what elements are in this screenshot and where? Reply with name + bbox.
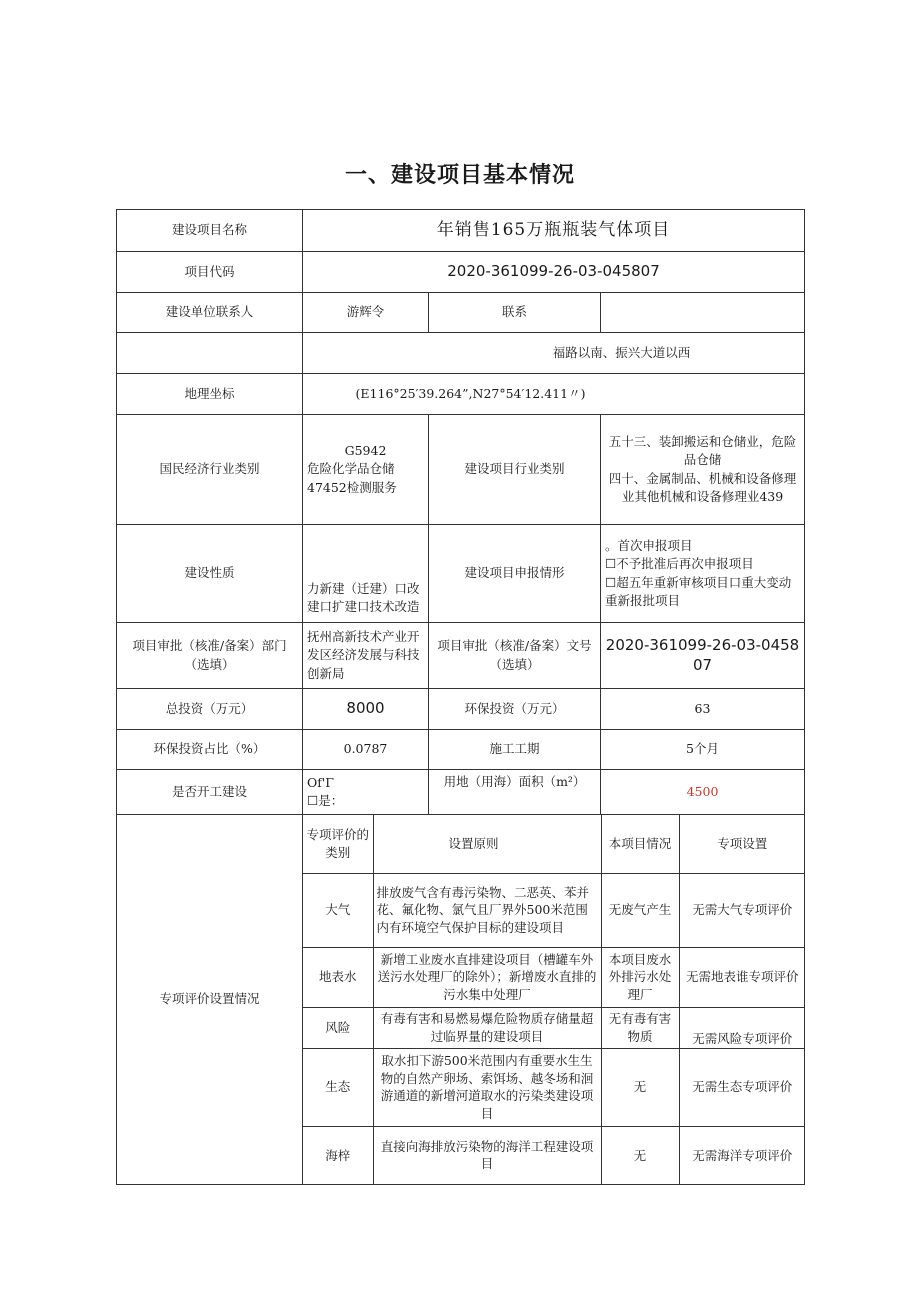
table-row <box>303 947 805 1007</box>
value-industry-codes <box>303 415 429 525</box>
label-coords: 地理坐标 <box>117 374 303 415</box>
principle-sea: 直接向海排放污染物的海洋工程建设项目 <box>373 1126 601 1184</box>
label-env-investment: 环保投资（万元） <box>429 689 601 730</box>
value-approval-dept: 抚州高新技术产业开发区经济发展与科技创新局 <box>303 623 429 689</box>
header-category: 专项评价的类别 <box>303 815 373 873</box>
status-eco: 无 <box>601 1048 679 1126</box>
label-started: 是否开工建设 <box>117 770 303 815</box>
value-period: 5个月 <box>601 730 805 770</box>
principle-water: 新增工业废水直排建设项目（槽罐车外送污水处理厂的除外）；新增废水直排的污水集中处理厂 <box>373 947 601 1007</box>
label-report: 建设项目申报情形 <box>429 525 601 623</box>
label-investment: 总投资（万元） <box>117 689 303 730</box>
row-ratio <box>117 730 805 770</box>
status-air: 无废气产生 <box>601 873 679 947</box>
table-row <box>303 873 805 947</box>
principle-risk: 有毒有害和易燃易爆危险物质存储量超过临界量的建设项目 <box>373 1007 601 1048</box>
industry-code-3: 47452检测服务 <box>307 479 397 495</box>
label-ratio: 环保投资占比（%） <box>117 730 303 770</box>
label-industry: 国民经济行业类别 <box>117 415 303 525</box>
row-coords <box>117 374 805 415</box>
setting-risk: 无需风险专项评价 <box>679 1007 805 1048</box>
page-title: 一、建设项目基本情况 <box>344 163 575 188</box>
principle-air: 排放废气含有毒污染物、二恶英、苯并花、氟化物、氯气且厂界外500米范围内有环境空气保护目标的建设项目 <box>373 873 601 947</box>
value-started <box>303 770 429 815</box>
label-approval-doc: 项目审批（核准/备案）文号（选填） <box>429 623 601 689</box>
row-approval <box>117 623 805 689</box>
nature-option-1: 力新建（迁建）口改 <box>307 580 420 596</box>
special-header-row <box>303 815 805 873</box>
row-contact <box>117 293 805 333</box>
value-phone <box>601 293 805 333</box>
label-special: 专项评价设置情况 <box>117 815 303 1185</box>
status-sea: 无 <box>601 1126 679 1184</box>
report-option-2: ☐不予批准后再次申报项目 <box>605 556 754 572</box>
label-address <box>117 333 303 374</box>
label-nature: 建设性质 <box>117 525 303 623</box>
status-risk: 无有毒有害物质 <box>601 1007 679 1048</box>
category-risk: 风险 <box>303 1007 373 1048</box>
value-project-code: 2020-361099-26-03-045807 <box>303 252 805 293</box>
value-report <box>601 525 805 623</box>
value-area: 4500 <box>601 770 805 815</box>
category-eco: 生态 <box>303 1048 373 1126</box>
row-address <box>117 333 805 374</box>
project-info-table <box>116 209 805 1185</box>
category-air: 大气 <box>303 873 373 947</box>
nature-option-2: 建口扩建口技术改造 <box>307 598 420 614</box>
label-sector: 建设项目行业类别 <box>429 415 601 525</box>
value-contact-name: 游辉令 <box>303 293 429 333</box>
status-water: 本项目废水外排污水处理厂 <box>601 947 679 1007</box>
table-row <box>303 1048 805 1126</box>
value-env-investment: 63 <box>601 689 805 730</box>
value-approval-doc: 2020-361099-26-03-045807 <box>601 623 805 689</box>
row-investment <box>117 689 805 730</box>
report-option-3: ☐超五年重新审核项目口重大变动重新报批项目 <box>605 574 792 608</box>
category-water: 地表水 <box>303 947 373 1007</box>
row-project-code <box>117 252 805 293</box>
label-approval: 项目审批（核准/备案）部门（选填） <box>117 623 303 689</box>
started-option-2: ☐是： <box>307 793 344 808</box>
label-area: 用地（用海）面积（m²） <box>429 770 601 815</box>
row-industry <box>117 415 805 525</box>
row-special <box>117 815 805 1185</box>
setting-water: 无需地表谁专项评价 <box>679 947 805 1007</box>
row-nature <box>117 525 805 623</box>
header-principle: 设置原则 <box>373 815 601 873</box>
value-ratio: 0.0787 <box>303 730 429 770</box>
setting-air: 无需大气专项评价 <box>679 873 805 947</box>
industry-code-1: G5942 <box>344 443 387 459</box>
table-row <box>303 1126 805 1184</box>
category-sea: 海梓 <box>303 1126 373 1184</box>
value-coords: (E116°25′39.264”,N27°54′12.411〃) <box>303 374 805 415</box>
row-project-name <box>117 210 805 252</box>
sector-2: 四十、金属制品、机械和设备修理业其他机械和设备修理业439 <box>608 470 797 504</box>
value-sectors <box>601 415 805 525</box>
label-project-name: 建设项目名称 <box>117 210 303 252</box>
report-option-1: 。首次申报项目 <box>605 538 693 554</box>
row-started <box>117 770 805 815</box>
header-status: 本项目情况 <box>601 815 679 873</box>
label-phone: 联系 <box>429 293 601 333</box>
label-project-code: 项目代码 <box>117 252 303 293</box>
started-option-1: Of'Γ <box>307 774 334 790</box>
value-address: 福路以南、振兴大道以西 <box>303 333 805 374</box>
industry-code-2: 危险化学品仓储 <box>307 461 395 477</box>
setting-eco: 无需生态专项评价 <box>679 1048 805 1126</box>
principle-eco: 取水扣下游500米范围内有重要水生生物的自然产卵场、索饵场、越冬场和洄游通道的新增河道取水的污染类建设项目 <box>373 1048 601 1126</box>
value-nature <box>303 525 429 623</box>
special-eval-cell <box>303 815 805 1185</box>
value-investment: 8000 <box>303 689 429 730</box>
setting-sea: 无需海洋专项评价 <box>679 1126 805 1184</box>
value-project-name: 年销售165万瓶瓶装气体项目 <box>303 210 805 252</box>
label-contact: 建设单位联系人 <box>117 293 303 333</box>
special-eval-table <box>303 815 805 1184</box>
label-period: 施工工期 <box>429 730 601 770</box>
header-setting: 专项设置 <box>679 815 805 873</box>
table-row <box>303 1007 805 1048</box>
sector-1: 五十三、装卸搬运和仓储业，危险品仓储 <box>608 434 797 468</box>
